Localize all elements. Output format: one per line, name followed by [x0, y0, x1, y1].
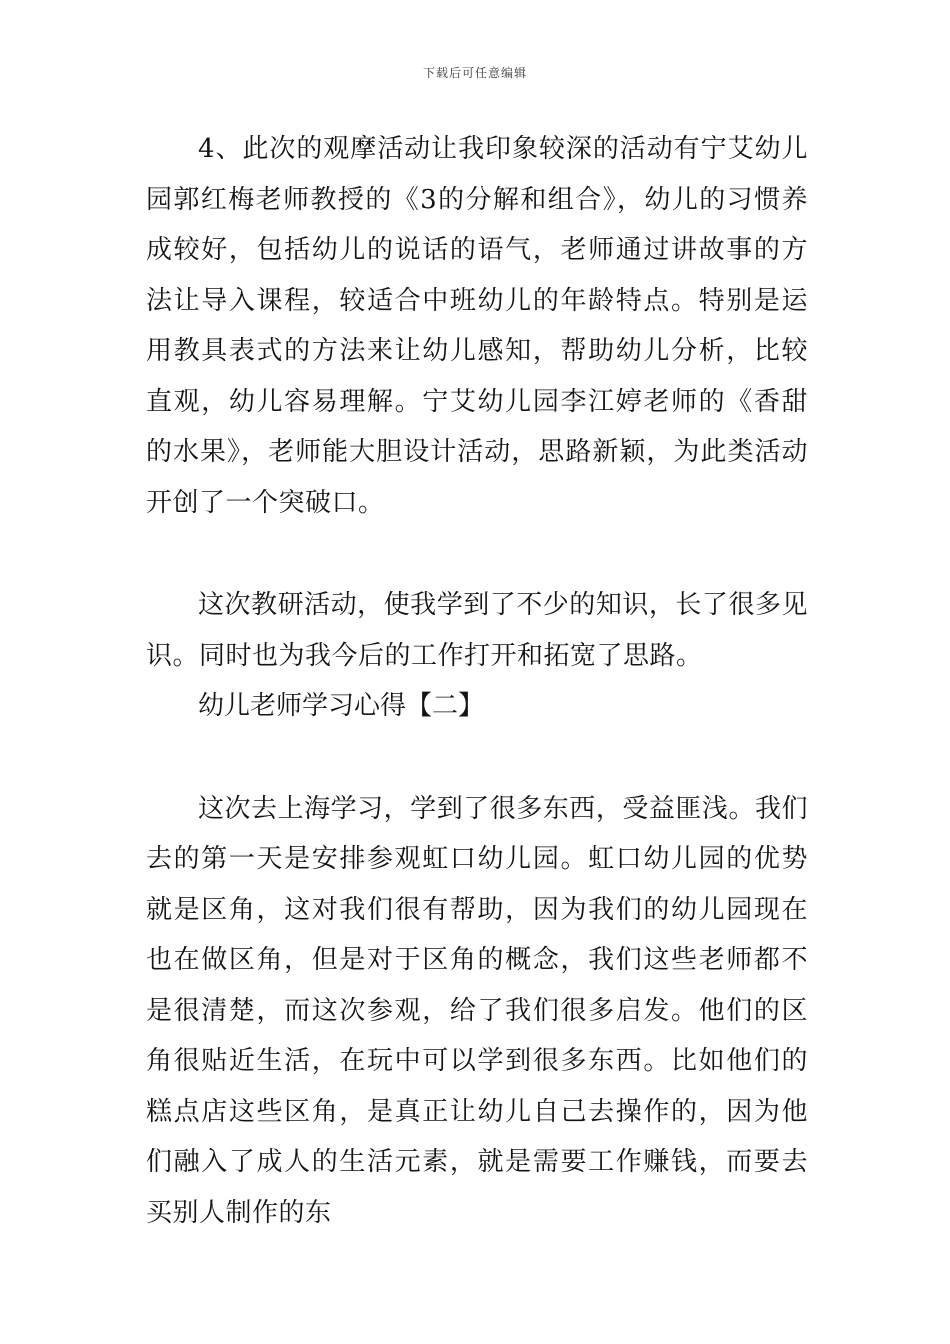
document-body — [146, 124, 808, 1238]
paragraph-shanghai-study: 这次去上海学习，学到了很多东西，受益匪浅。我们去的第一天是安排参观虹口幼儿园。虹口幼儿园的优势就是区角，这对我们很有帮助，因为我们的幼儿园现在也在做区角，但是对于区角的概念，我们这些老师都不是很清楚，而这次参观，给了我们很多启发。他们的区角很贴近生活，在玩中可以学到很多东西。比如他们的糕点店这些区角，是真正让幼儿自己去操作的，因为他们融入了成人的生活元素，就是需要工作赚钱，而要去买别人制作的东 — [146, 793, 808, 1228]
section-heading: 幼儿老师学习心得【二】 — [198, 691, 485, 721]
page-header-note: 下载后可任意编辑 — [422, 66, 527, 80]
paragraph-summary: 这次教研活动，使我学到了不少的知识，长了很多见识。同时也为我今后的工作打开和拓宽了思路。 — [146, 590, 808, 671]
paragraph-observation: 4、此次的观摩活动让我印象较深的活动有宁艾幼儿园郭红梅老师教授的《3的分解和组合》，幼儿的习惯养成较好，包括幼儿的说话的语气，老师通过讲故事的方法让导入课程，较适合中班幼儿的年龄特点。特别是运用教具表式的方法来让幼儿感知，帮助幼儿分析，比较直观，幼儿容易理解。宁艾幼儿园李江婷老师的《香甜的水果》，老师能大胆设计活动，思路新颖，为此类活动开创了一个突破口。 — [146, 134, 808, 518]
